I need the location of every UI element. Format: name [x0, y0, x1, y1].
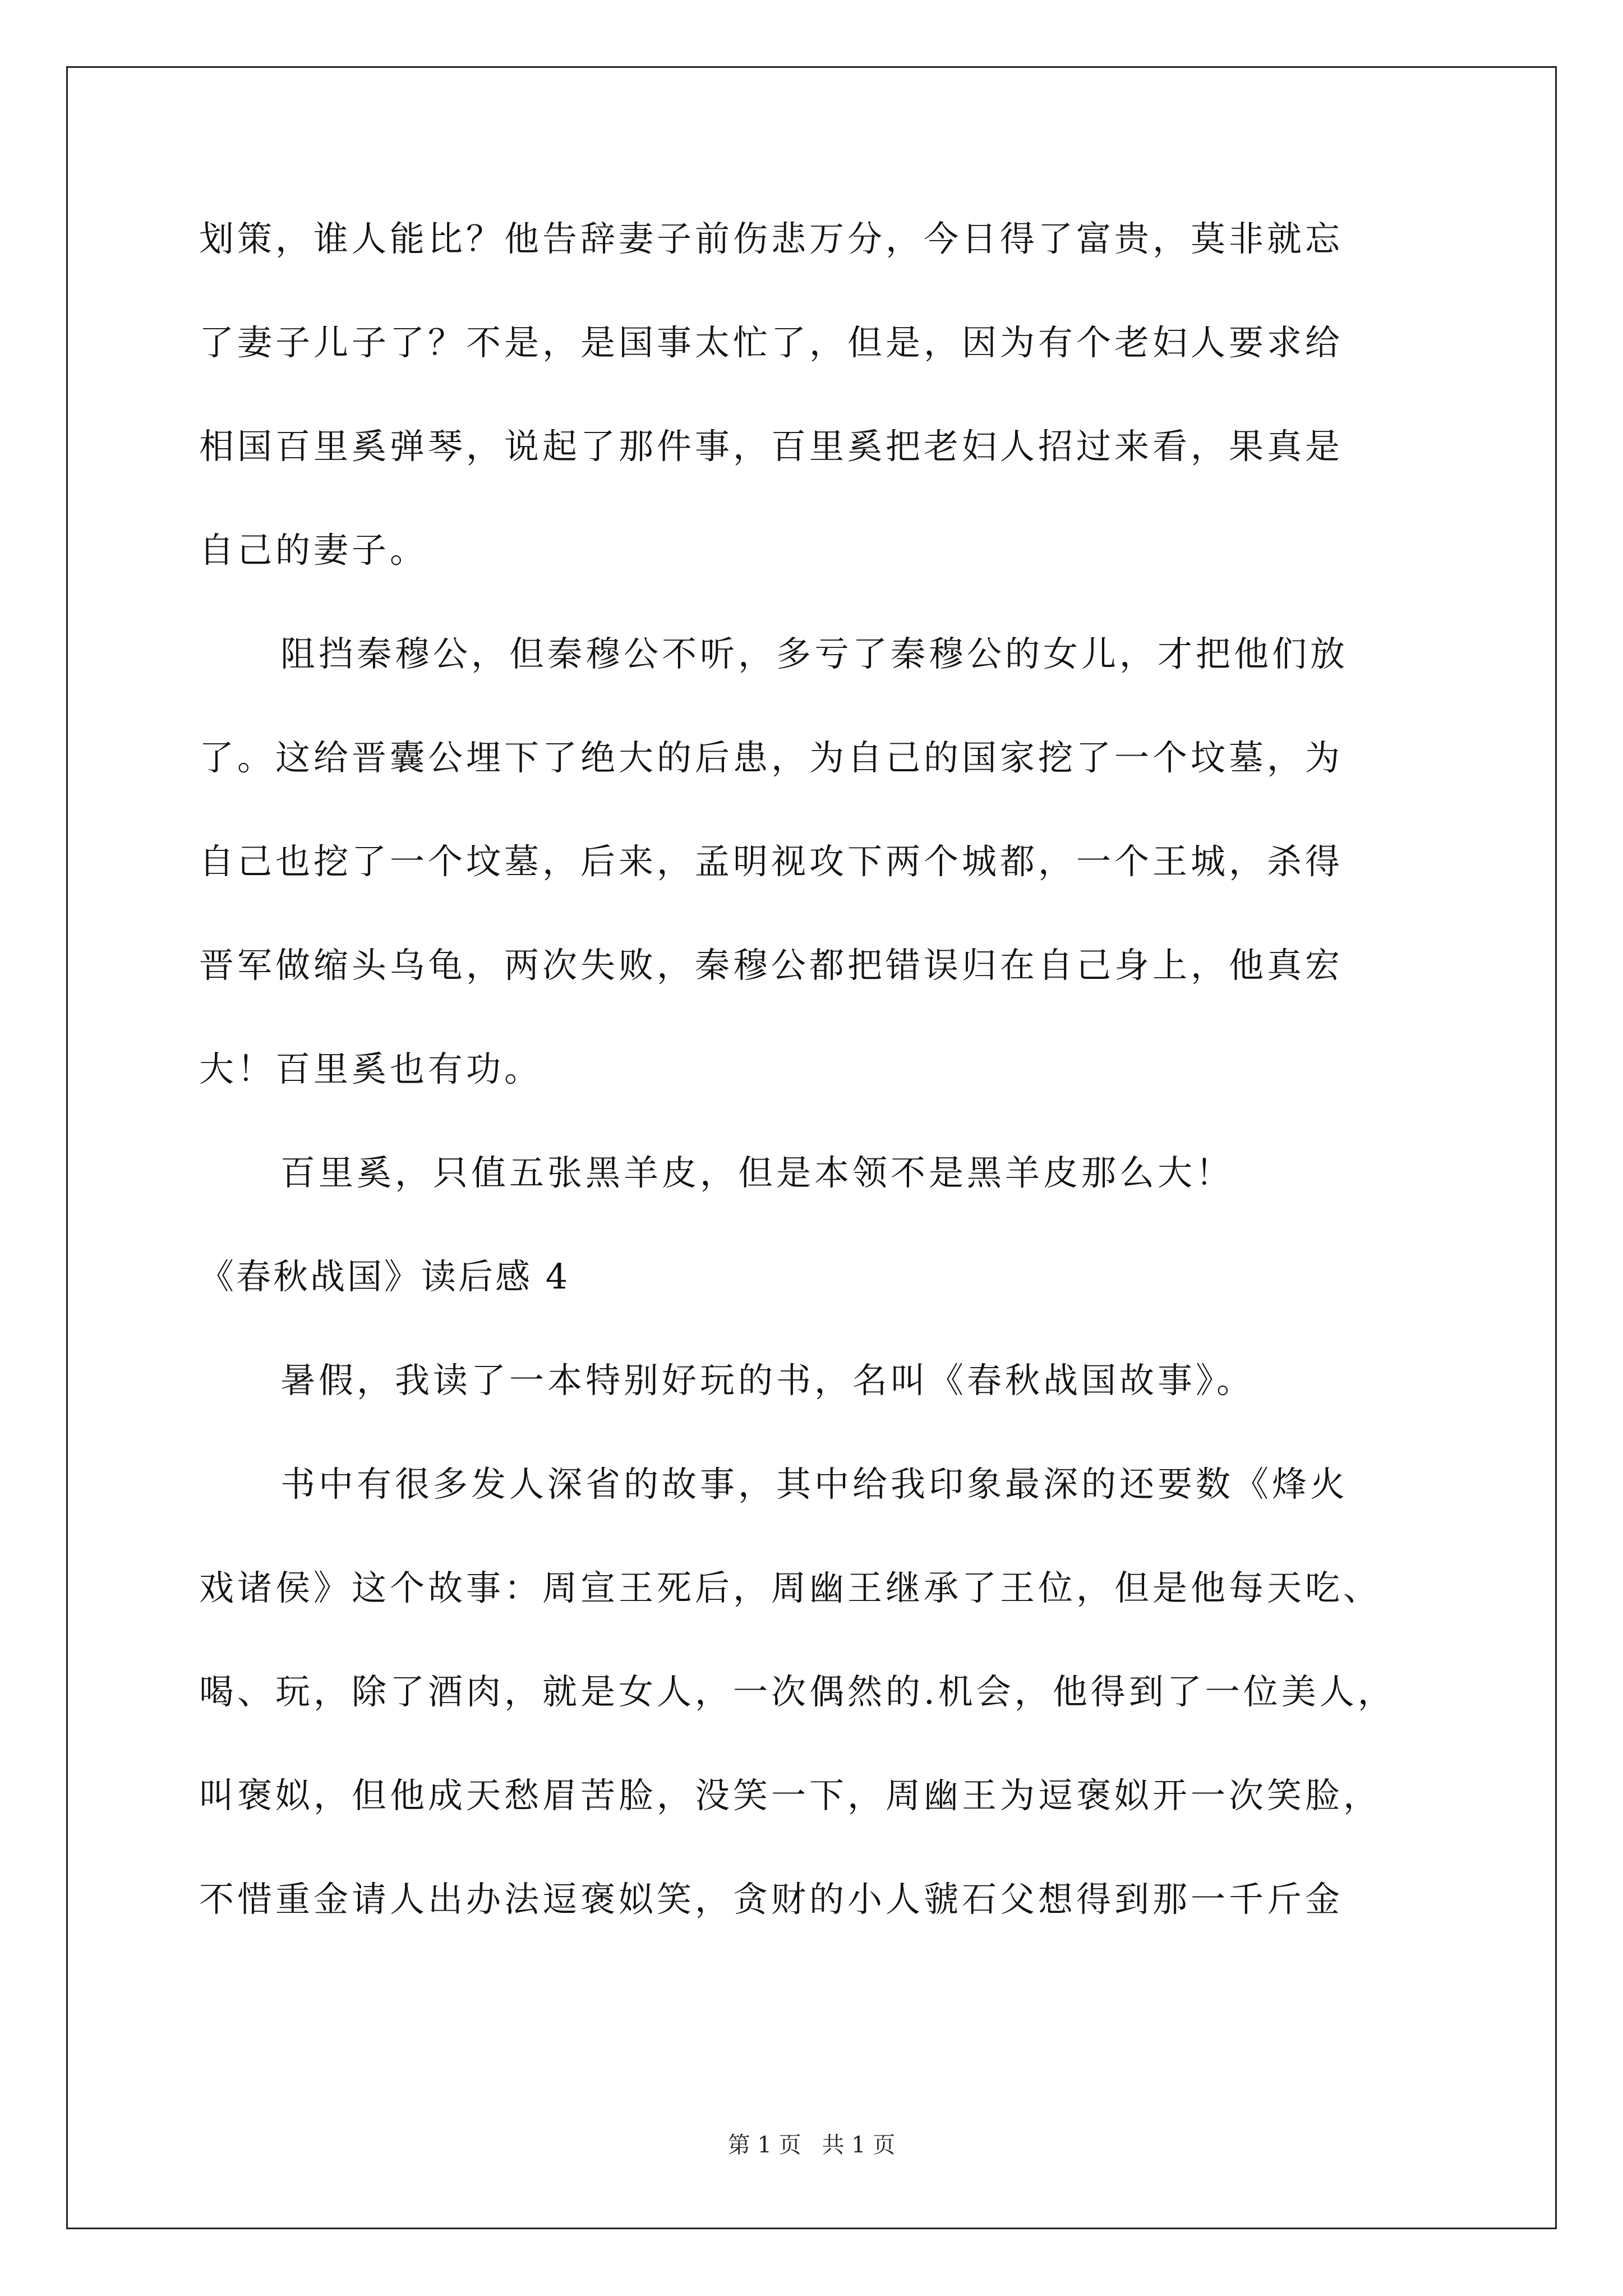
text-line: 自己的妻子。	[199, 530, 428, 570]
text-line: 了妻子儿子了？不是，是国事太忙了，但是，因为有个老妇人要求给	[199, 322, 1344, 363]
page-footer	[0, 2128, 1623, 2162]
document-body	[199, 211, 1433, 1975]
paragraph-start-line: 百里奚，只值五张黑羊皮，但是本领不是黑羊皮那么大！	[280, 1152, 1234, 1193]
paragraph-start-line: 暑假，我读了一本特别好玩的书，名叫《春秋战国故事》。	[280, 1360, 1255, 1401]
paragraph-start-line: 书中有很多发人深省的故事，其中给我印象最深的还要数《烽火	[280, 1464, 1349, 1504]
text-line: 戏诸侯》这个故事：周宣王死后，周幽王继承了王位，但是他每天吃、	[199, 1567, 1382, 1608]
section-heading: 《春秋战国》读后感 4	[199, 1256, 570, 1297]
text-line: 相国百里奚弹琴，说起了那件事，百里奚把老妇人招过来看，果真是	[199, 426, 1344, 467]
text-line: 大！百里奚也有功。	[199, 1048, 543, 1089]
text-line: 晋军做缩头乌龟，两次失败，秦穆公都把错误归在自己身上，他真宏	[199, 945, 1344, 986]
text-line: 划策，谁人能比？他告辞妻子前伤悲万分，今日得了富贵，莫非就忘	[199, 218, 1344, 259]
text-line: 了。这给晋囊公埋下了绝大的后患，为自己的国家挖了一个坟墓，为	[199, 737, 1344, 778]
page-number: 第 1 页	[727, 2132, 801, 2158]
text-line: 喝、玩，除了酒肉，就是女人，一次偶然的.机会，他得到了一位美人，	[199, 1671, 1396, 1712]
text-line: 叫褒姒，但他成天愁眉苦脸，没笑一下，周幽王为逗褒姒开一次笑脸，	[199, 1775, 1382, 1816]
paragraph-start-line: 阻挡秦穆公，但秦穆公不听，多亏了秦穆公的女儿，才把他们放	[280, 633, 1349, 674]
page-total: 共 1 页	[822, 2132, 896, 2158]
text-line: 自己也挖了一个坟墓，后来，孟明视攻下两个城都，一个王城，杀得	[199, 841, 1344, 882]
text-line: 不惜重金请人出办法逗褒姒笑，贪财的小人虢石父想得到那一千斤金	[199, 1879, 1344, 1920]
